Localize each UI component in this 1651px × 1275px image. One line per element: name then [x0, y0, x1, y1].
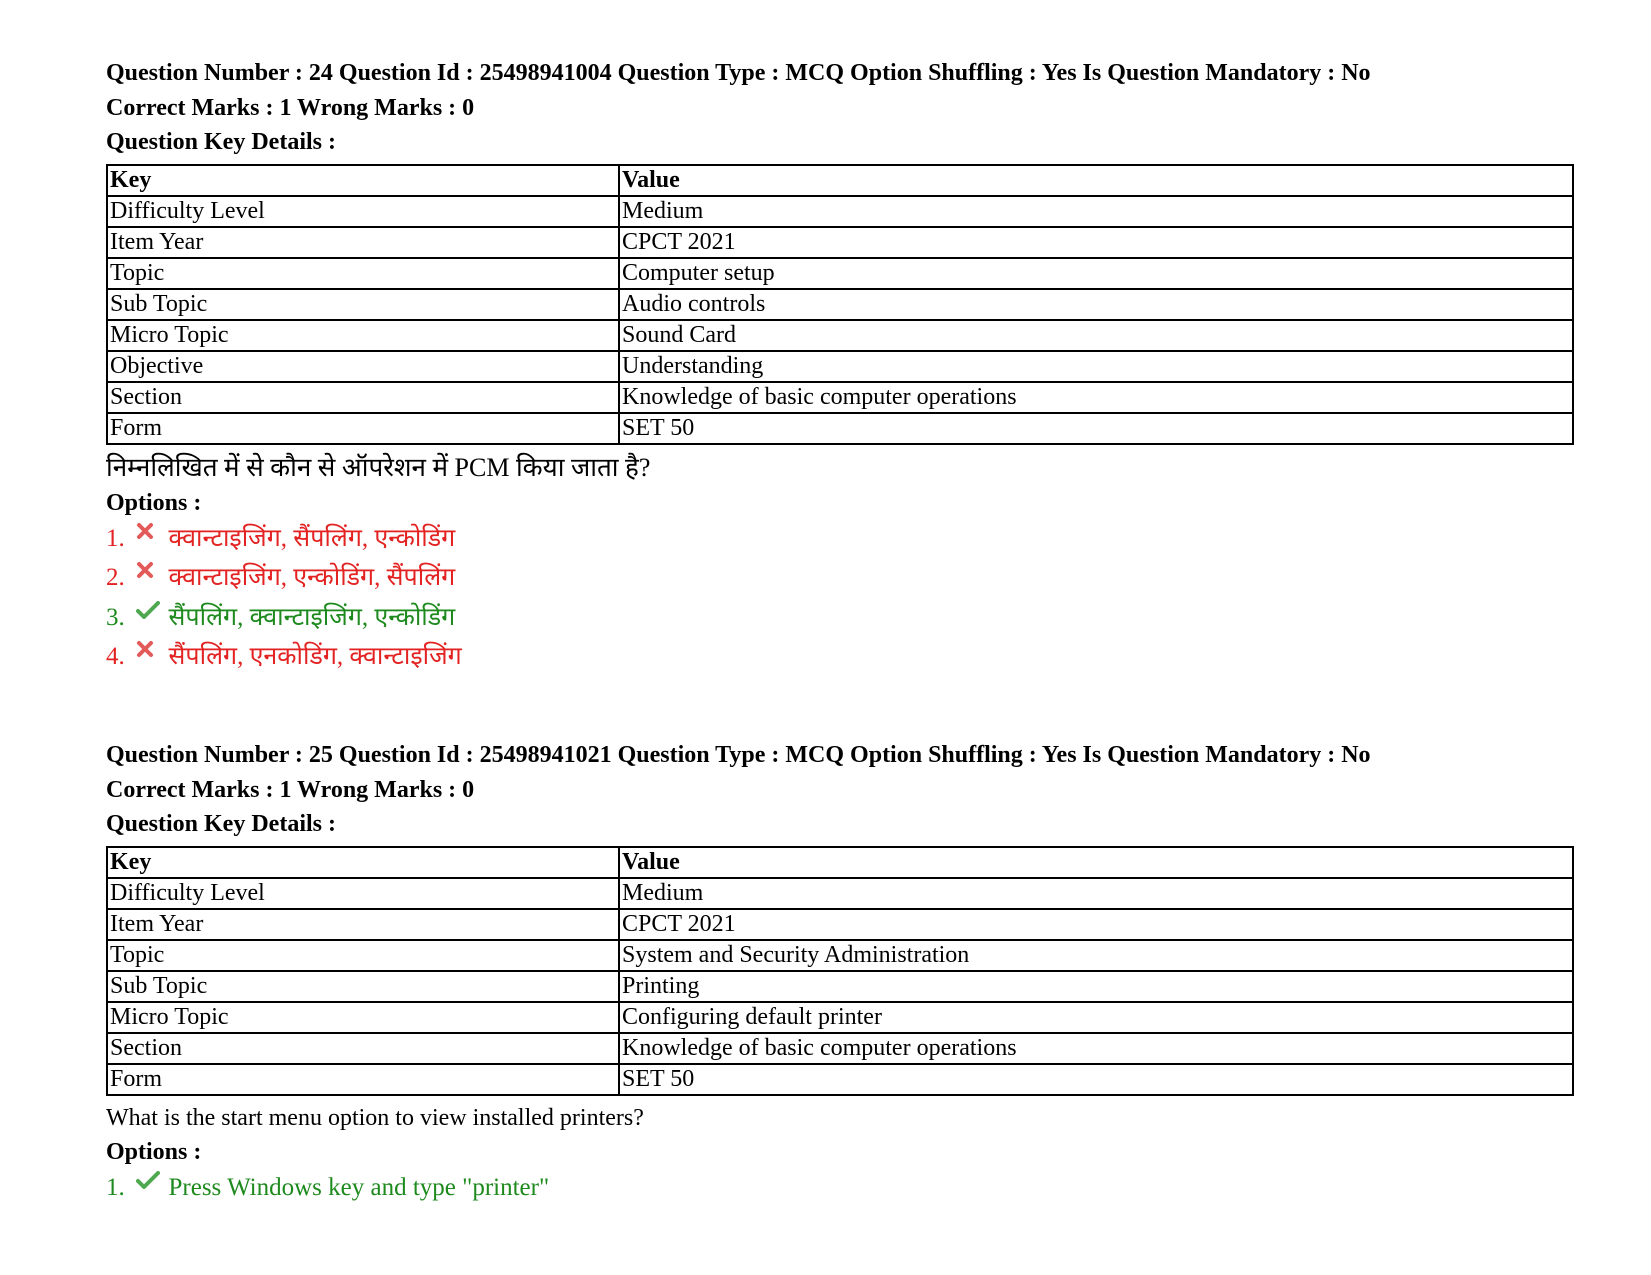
- option-number: 1.: [106, 1173, 125, 1201]
- table-row: [107, 351, 1573, 382]
- table-row: [107, 1064, 1573, 1095]
- row-key: Micro Topic: [107, 320, 619, 351]
- options-list: [106, 1168, 1576, 1208]
- table-row: [107, 258, 1573, 289]
- row-key: Sub Topic: [107, 971, 619, 1002]
- option-text: क्वान्टाइजिंग, सैंपलिंग, एन्कोडिंग: [168, 524, 456, 552]
- cross-icon: [136, 522, 162, 540]
- option-text: सैंपलिंग, क्वान्टाइजिंग, एन्कोडिंग: [168, 603, 456, 631]
- row-value: Knowledge of basic computer operations: [619, 382, 1573, 413]
- key-details-label: Question Key Details :: [106, 129, 336, 155]
- row-key: Item Year: [107, 227, 619, 258]
- option-number: 2.: [106, 564, 125, 591]
- row-key: Sub Topic: [107, 289, 619, 320]
- column-header-value: Value: [619, 165, 1573, 196]
- row-value: Medium: [619, 878, 1573, 909]
- row-key: Section: [107, 382, 619, 413]
- option-number: 4.: [106, 643, 125, 670]
- option-item: [106, 637, 1576, 677]
- option-number: 3.: [106, 603, 125, 631]
- row-key: Difficulty Level: [107, 878, 619, 909]
- row-key: Micro Topic: [107, 1002, 619, 1033]
- cross-icon: [136, 640, 162, 658]
- row-key: Difficulty Level: [107, 196, 619, 227]
- row-key: Item Year: [107, 909, 619, 940]
- table-header-row: [107, 847, 1573, 878]
- row-key: Objective: [107, 351, 619, 382]
- row-value: Audio controls: [619, 289, 1573, 320]
- table-row: [107, 971, 1573, 1002]
- option-text: सैंपलिंग, एनकोडिंग, क्वान्टाइजिंग: [168, 643, 462, 670]
- option-text: क्वान्टाइजिंग, एन्कोडिंग, सैंपलिंग: [168, 564, 456, 591]
- question-block-24: [106, 56, 1576, 677]
- row-value: Configuring default printer: [619, 1002, 1573, 1033]
- question-header: Question Number : 24 Question Id : 25498941004 Question Type : MCQ Option Shuffling : Yes Is Question Mandatory : No: [106, 60, 1371, 86]
- table-row: [107, 382, 1573, 413]
- question-block-25: [106, 738, 1576, 1207]
- option-item: [106, 519, 1576, 559]
- check-icon: [136, 601, 162, 619]
- key-details-label: Question Key Details :: [106, 811, 336, 837]
- row-key: Form: [107, 413, 619, 444]
- key-details-table: [106, 846, 1574, 1096]
- row-key: Section: [107, 1033, 619, 1064]
- key-details-table: [106, 164, 1574, 445]
- option-item: [106, 1168, 1576, 1208]
- table-row: [107, 909, 1573, 940]
- table-row: [107, 1002, 1573, 1033]
- row-key: Topic: [107, 940, 619, 971]
- options-list: [106, 519, 1576, 677]
- row-value: SET 50: [619, 1064, 1573, 1095]
- options-label: Options :: [106, 489, 202, 516]
- column-header-key: Key: [107, 847, 619, 878]
- question-marks: Correct Marks : 1 Wrong Marks : 0: [106, 94, 475, 121]
- table-row: [107, 878, 1573, 909]
- option-item: [106, 558, 1576, 598]
- question-text: What is the start menu option to view installed printers?: [106, 1104, 644, 1131]
- question-text: निम्नलिखित में से कौन से ऑपरेशन में PCM किया जाता है?: [106, 452, 651, 482]
- row-value: Understanding: [619, 351, 1573, 382]
- options-label: Options :: [106, 1138, 202, 1165]
- question-header: Question Number : 25 Question Id : 25498941021 Question Type : MCQ Option Shuffling : Yes Is Question Mandatory : No: [106, 742, 1371, 768]
- column-header-key: Key: [107, 165, 619, 196]
- table-row: [107, 1033, 1573, 1064]
- table-row: [107, 413, 1573, 444]
- option-number: 1.: [106, 524, 125, 552]
- table-row: [107, 320, 1573, 351]
- row-key: Form: [107, 1064, 619, 1095]
- table-row: [107, 940, 1573, 971]
- table-row: [107, 227, 1573, 258]
- option-item: [106, 598, 1576, 638]
- row-key: Topic: [107, 258, 619, 289]
- row-value: Medium: [619, 196, 1573, 227]
- check-icon: [136, 1171, 162, 1189]
- table-row: [107, 289, 1573, 320]
- table-row: [107, 196, 1573, 227]
- row-value: Printing: [619, 971, 1573, 1002]
- row-value: CPCT 2021: [619, 227, 1573, 258]
- cross-icon: [136, 561, 162, 579]
- row-value: Sound Card: [619, 320, 1573, 351]
- row-value: System and Security Administration: [619, 940, 1573, 971]
- column-header-value: Value: [619, 847, 1573, 878]
- question-marks: Correct Marks : 1 Wrong Marks : 0: [106, 776, 475, 803]
- row-value: Knowledge of basic computer operations: [619, 1033, 1573, 1064]
- row-value: SET 50: [619, 413, 1573, 444]
- option-text: Press Windows key and type "printer": [168, 1173, 550, 1201]
- row-value: Computer setup: [619, 258, 1573, 289]
- table-header-row: [107, 165, 1573, 196]
- row-value: CPCT 2021: [619, 909, 1573, 940]
